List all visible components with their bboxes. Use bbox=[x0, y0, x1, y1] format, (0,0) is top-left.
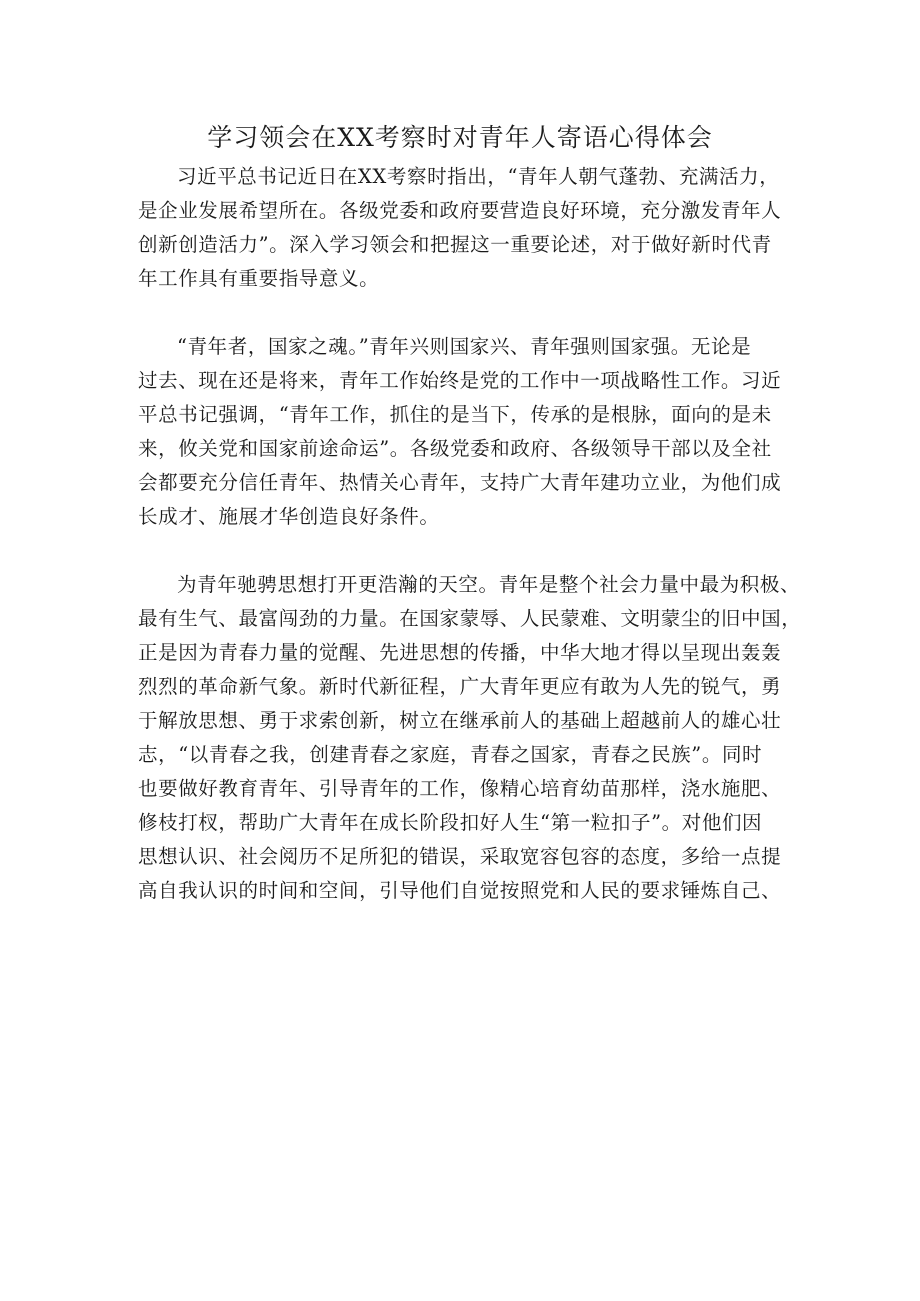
paragraph-line: 正是因为青春力量的觉醒、先进思想的传播，中华大地才得以呈现出轰轰 bbox=[138, 641, 782, 664]
paragraph-line: 思想认识、社会阅历不足所犯的错误，采取宽容包容的态度，多给一点提 bbox=[138, 845, 782, 868]
document-title: 学习领会在XX考察时对青年人寄语心得体会 bbox=[207, 123, 713, 152]
paragraph-line: 长成才、施展才华创造良好条件。 bbox=[138, 505, 440, 528]
paragraph-gap bbox=[138, 534, 788, 568]
document-body bbox=[138, 160, 802, 908]
paragraph-3 bbox=[138, 568, 802, 908]
paragraph-line: 最有生气、最富闯劲的力量。在国家蒙辱、人民蒙难、文明蒙尘的旧中国， bbox=[138, 607, 802, 630]
paragraph-line: 过去、现在还是将来，青年工作始终是党的工作中一项战略性工作。习近 bbox=[138, 369, 782, 392]
paragraph-line: 烈烈的革命新气象。新时代新征程，广大青年更应有敢为人先的锐气，勇 bbox=[138, 675, 782, 698]
paragraph-2 bbox=[138, 330, 788, 534]
paragraph-line: 会都要充分信任青年、热情关心青年，支持广大青年建功立业，为他们成 bbox=[138, 471, 782, 494]
paragraph-line: 平总书记强调，“青年工作，抓住的是当下，传承的是根脉，面向的是未 bbox=[138, 403, 772, 426]
paragraph-1 bbox=[138, 160, 788, 296]
paragraph-line: 高自我认识的时间和空间，引导他们自觉按照党和人民的要求锤炼自己、 bbox=[138, 879, 782, 902]
paragraph-line: 来，攸关党和国家前途命运”。各级党委和政府、各级领导干部以及全社 bbox=[138, 437, 772, 460]
paragraph-line: 创新创造活力”。深入学习领会和把握这一重要论述，对于做好新时代青 bbox=[138, 233, 772, 256]
paragraph-line: 年工作具有重要指导意义。 bbox=[138, 267, 380, 290]
paragraph-line: 于解放思想、勇于求索创新，树立在继承前人的基础上超越前人的雄心壮 bbox=[138, 709, 782, 732]
paragraph-line: 为青年驰骋思想打开更浩瀚的天空。青年是整个社会力量中最为积极、 bbox=[177, 573, 801, 596]
paragraph-line: 也要做好教育青年、引导青年的工作，像精心培育幼苗那样，浇水施肥、 bbox=[138, 777, 782, 800]
paragraph-line: 志，“以青春之我，创建青春之家庭，青春之国家，青春之民族”。同时 bbox=[138, 743, 763, 766]
paragraph-line: 修枝打杈，帮助广大青年在成长阶段扣好人生“第一粒扣子”。对他们因 bbox=[138, 811, 763, 834]
paragraph-line: “青年者，国家之魂。”青年兴则国家兴、青年强则国家强。无论是 bbox=[177, 335, 752, 358]
paragraph-line: 是企业发展希望所在。各级党委和政府要营造良好环境，充分激发青年人 bbox=[138, 199, 782, 222]
paragraph-line: 习近平总书记近日在XX考察时指出，“青年人朝气蓬勃、充满活力， bbox=[177, 165, 780, 188]
paragraph-gap bbox=[138, 296, 788, 330]
